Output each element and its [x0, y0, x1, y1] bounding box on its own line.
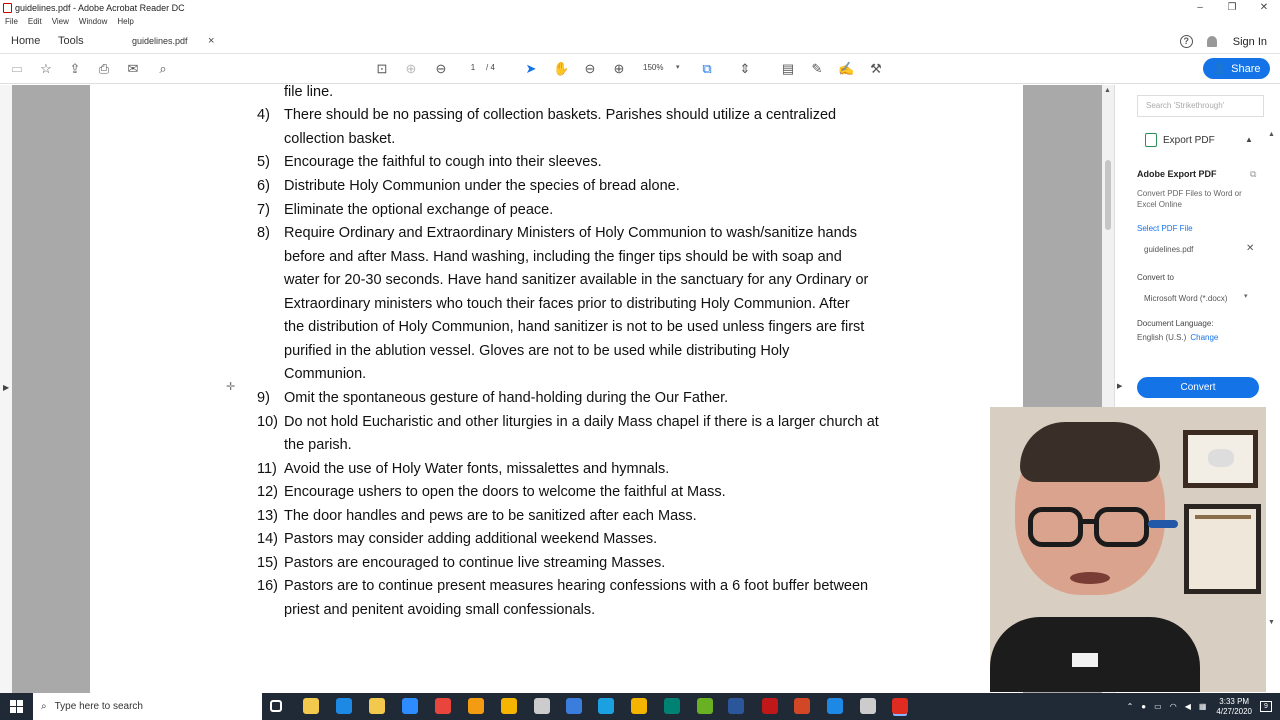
prev-page-icon[interactable]: ⊕	[405, 61, 417, 76]
select-pointer-icon[interactable]: ➤	[525, 61, 537, 76]
remove-file-icon[interactable]: ✕	[1246, 243, 1255, 254]
system-tray	[1123, 693, 1280, 720]
zoom-app-icon[interactable]	[402, 698, 418, 714]
list-item-number: 13)	[257, 508, 278, 524]
list-item-number: 8)	[257, 225, 270, 241]
menu-window[interactable]: Window	[78, 17, 108, 26]
tab-home[interactable]: Home	[11, 35, 41, 47]
document-text-line: water for 20-30 seconds. Have hand sanitizer available in the sanctuary for any Ordinary or	[284, 272, 869, 288]
person-mouth	[1070, 572, 1110, 584]
sign-in-link[interactable]: Sign In	[1232, 35, 1267, 48]
vpn-icon[interactable]	[566, 698, 582, 714]
greenshot-icon[interactable]	[697, 698, 713, 714]
document-text-line: Pastors are to continue present measures hearing confessions with a 6 foot buffer between	[284, 578, 869, 594]
network-icon[interactable]: ▭	[1154, 702, 1162, 711]
title-bar	[0, 0, 1280, 15]
tab-tools[interactable]: Tools	[58, 35, 84, 47]
comment-icon[interactable]: ▤	[781, 61, 795, 76]
toolbar	[0, 54, 1280, 84]
chrome-canary-icon[interactable]	[501, 698, 517, 714]
scroll-up-icon[interactable]: ▲	[1104, 87, 1111, 94]
chrome-icon[interactable]	[435, 698, 451, 714]
taskbar-search-input[interactable]	[33, 693, 262, 720]
language-label: Document Language:	[1137, 319, 1214, 328]
collapse-section-icon[interactable]: ▲	[1245, 135, 1253, 144]
snapshot-icon[interactable]: ⊡	[376, 61, 388, 76]
search-icon: ⌕	[41, 701, 47, 712]
clerical-collar	[1072, 653, 1098, 667]
mcafee-icon[interactable]	[762, 698, 778, 714]
tools-search-input[interactable]: Search 'Strikethrough'	[1137, 95, 1264, 117]
language-value: English (U.S.)	[1137, 333, 1187, 342]
paint-icon[interactable]	[468, 698, 484, 714]
list-item-number: 15)	[257, 555, 278, 571]
convert-button[interactable]: Convert	[1137, 377, 1259, 398]
notification-bell-icon[interactable]	[1207, 36, 1217, 47]
document-text-line: the parish.	[284, 437, 352, 453]
framed-diploma	[1184, 504, 1261, 594]
export-pdf-label: Export PDF	[1163, 134, 1215, 146]
document-text-line: the distribution of Holy Communion, hand sanitizer is not to be used unless fingers are first	[284, 319, 865, 335]
menu-view[interactable]: View	[51, 17, 69, 26]
zoom-in-icon[interactable]: ⊕	[613, 61, 625, 76]
document-text-line: collection basket.	[284, 131, 396, 147]
list-item-number: 12)	[257, 484, 278, 500]
email-icon[interactable]: ✉	[127, 61, 139, 76]
hand-tool-icon[interactable]: ✋	[553, 61, 570, 76]
menu-file[interactable]: File	[5, 17, 18, 26]
mic-icon[interactable]: ●	[1141, 702, 1147, 711]
export-description: Convert PDF Files to Word or Excel Online	[1137, 189, 1242, 209]
language-row	[1137, 333, 1218, 342]
tabbar-right	[1180, 29, 1280, 54]
bookmark-star-icon[interactable]: ☆	[40, 61, 52, 76]
more-tools-icon[interactable]: ⚒	[870, 61, 882, 76]
taskbar-search-text: Type here to search	[54, 701, 143, 712]
document-text-line: The door handles and pews are to be sanitized after each Mass.	[284, 508, 697, 524]
menu-bar	[0, 15, 1280, 29]
taskbar-clock[interactable]	[1216, 697, 1252, 717]
sway-icon[interactable]	[664, 698, 680, 714]
document-text-line: purified in the ablution vessel. Gloves are not to be used while distributing Holy	[284, 343, 790, 359]
powerpoint-icon[interactable]	[794, 698, 810, 714]
list-item-number: 16)	[257, 578, 278, 594]
list-item-number: 6)	[257, 178, 270, 194]
document-text-line: There should be no passing of collection baskets. Parishes should utilize a centralized	[284, 107, 837, 123]
settings-icon[interactable]	[860, 698, 876, 714]
export-pdf-header[interactable]	[1145, 133, 1215, 147]
zoom-dropdown-icon[interactable]: ▾	[676, 64, 680, 71]
next-page-icon[interactable]: ⊖	[435, 61, 447, 76]
clock-date: 4/27/2020	[1216, 706, 1252, 716]
document-text-line: Require Ordinary and Extraordinary Ministers of Holy Communion to wash/sanitize hands	[284, 225, 858, 241]
tray-chevron-icon[interactable]: ⌃	[1126, 702, 1134, 711]
tab-document[interactable]: guidelines.pdf	[132, 36, 188, 46]
document-text-line: file line.	[284, 85, 334, 100]
task-view-icon[interactable]	[270, 700, 282, 712]
scroll-mode-icon[interactable]: ⇕	[739, 61, 751, 76]
pen-icon[interactable]: ✎	[811, 61, 823, 76]
scroll-thumb[interactable]	[1105, 160, 1111, 230]
glasses-bridge	[1080, 519, 1097, 524]
document-text-line: Communion.	[284, 366, 367, 382]
convert-to-label: Convert to	[1137, 273, 1174, 282]
change-language-link[interactable]: Change	[1190, 333, 1219, 342]
upload-cloud-icon[interactable]: ⇪	[69, 61, 81, 76]
share-button[interactable]	[1203, 58, 1270, 79]
copy-icon[interactable]: ⧉	[1250, 169, 1257, 179]
document-text-line: Avoid the use of Holy Water fonts, missalettes and hymnals.	[284, 461, 670, 477]
collapse-right-panel-icon[interactable]: ▶	[1117, 383, 1123, 390]
list-item-number: 11)	[257, 461, 277, 477]
expand-left-panel-icon[interactable]: ▶	[3, 383, 10, 392]
file-explorer-icon[interactable]	[303, 698, 319, 714]
photos-icon[interactable]	[827, 698, 843, 714]
minimize-button[interactable]: –	[1197, 2, 1203, 13]
document-text-line: before and after Mass. Hand washing, including the finger tips should be with soap and	[284, 249, 842, 265]
menu-edit[interactable]: Edit	[27, 17, 42, 26]
close-tab-icon[interactable]: ×	[208, 35, 215, 47]
list-item-number: 4)	[257, 107, 270, 123]
document-text-line: Extraordinary ministers who touch their faces prior to distributing Holy Communion. After	[284, 296, 850, 312]
settings-gear-icon[interactable]	[534, 698, 550, 714]
tab-bar	[0, 29, 1280, 54]
person-hair	[1020, 422, 1160, 482]
windows-taskbar	[0, 693, 1280, 720]
panel-scroll-down-icon[interactable]: ▼	[1268, 619, 1275, 626]
window-controls	[1184, 0, 1280, 15]
window-title: guidelines.pdf - Adobe Acrobat Reader DC	[15, 2, 185, 13]
edge-icon[interactable]	[336, 698, 352, 714]
document-text-line: Do not hold Eucharistic and other liturgies in a daily Mass chapel if there is a larger church at	[284, 414, 879, 430]
store-icon[interactable]	[369, 698, 385, 714]
print-icon[interactable]: ⎙	[98, 61, 110, 76]
volume-icon[interactable]: ◀	[1184, 702, 1191, 711]
document-text-line: Omit the spontaneous gesture of hand-holding during the Our Father.	[284, 390, 729, 406]
list-item-number: 9)	[257, 390, 270, 406]
panel-scroll-up-icon[interactable]: ▲	[1268, 131, 1275, 138]
document-text-line: Distribute Holy Communion under the species of bread alone.	[284, 178, 680, 194]
norton-icon[interactable]	[631, 698, 647, 714]
cast-icon[interactable]	[598, 698, 614, 714]
share-label: Share	[1231, 62, 1261, 75]
glasses	[1028, 507, 1083, 547]
help-icon[interactable]: ?	[1180, 35, 1193, 48]
export-pdf-icon	[1145, 133, 1157, 147]
select-file-label: Select PDF File	[1137, 224, 1193, 233]
cursor-crosshair-icon: ✛	[226, 381, 236, 393]
chevron-down-icon[interactable]: ▾	[1244, 293, 1248, 300]
wifi-icon[interactable]: ◠	[1169, 702, 1177, 711]
zoom-level[interactable]: 150%	[643, 63, 664, 72]
word-icon[interactable]	[728, 698, 744, 714]
convert-to-select[interactable]: Microsoft Word (*.docx)	[1144, 294, 1228, 303]
selected-file: guidelines.pdf	[1144, 245, 1194, 254]
document-text-line: Encourage ushers to open the doors to welcome the faithful at Mass.	[284, 484, 726, 500]
glasses-right-lens	[1094, 507, 1149, 547]
left-nav-strip	[0, 85, 12, 693]
export-title: Adobe Export PDF	[1137, 169, 1217, 179]
list-item-number: 7)	[257, 202, 270, 218]
maximize-button[interactable]: ❐	[1227, 2, 1237, 13]
page-total: / 4	[486, 63, 495, 72]
menu-help[interactable]: Help	[117, 17, 134, 26]
acrobat-app-icon	[3, 3, 12, 13]
list-item-number: 14)	[257, 531, 278, 547]
document-viewer[interactable]	[0, 85, 1102, 693]
page-number-input[interactable]: 1	[470, 63, 476, 72]
acrobat-icon[interactable]	[892, 698, 908, 714]
document-text-line: Encourage the faithful to cough into their sleeves.	[284, 154, 602, 170]
fill-sign-icon[interactable]: ✍	[838, 61, 855, 76]
webcam-video-overlay	[990, 407, 1266, 692]
action-center-icon[interactable]: 9	[1260, 701, 1272, 712]
close-window-button[interactable]: ✕	[1259, 2, 1269, 13]
language-icon[interactable]: ▦	[1198, 702, 1207, 711]
zoom-out-icon[interactable]: ⊖	[584, 61, 596, 76]
document-text-line: Pastors may consider adding additional weekend Masses.	[284, 531, 658, 547]
find-icon[interactable]: ⌕	[159, 61, 167, 76]
windows-start-icon[interactable]	[10, 700, 23, 713]
share-person-icon: 👤	[1212, 63, 1227, 75]
fit-page-icon[interactable]: ⧉	[702, 61, 712, 76]
glasses-arm	[1148, 520, 1178, 528]
save-icon[interactable]: ▭	[10, 61, 24, 76]
document-text-line: priest and penitent avoiding small confessionals.	[284, 602, 596, 618]
clock-time: 3:33 PM	[1219, 696, 1250, 706]
list-item-number: 5)	[257, 154, 270, 170]
list-item-number: 10)	[257, 414, 278, 430]
framed-certificate	[1183, 430, 1258, 488]
document-text-line: Pastors are encouraged to continue live streaming Masses.	[284, 555, 666, 571]
document-text-line: Eliminate the optional exchange of peace.	[284, 202, 554, 218]
